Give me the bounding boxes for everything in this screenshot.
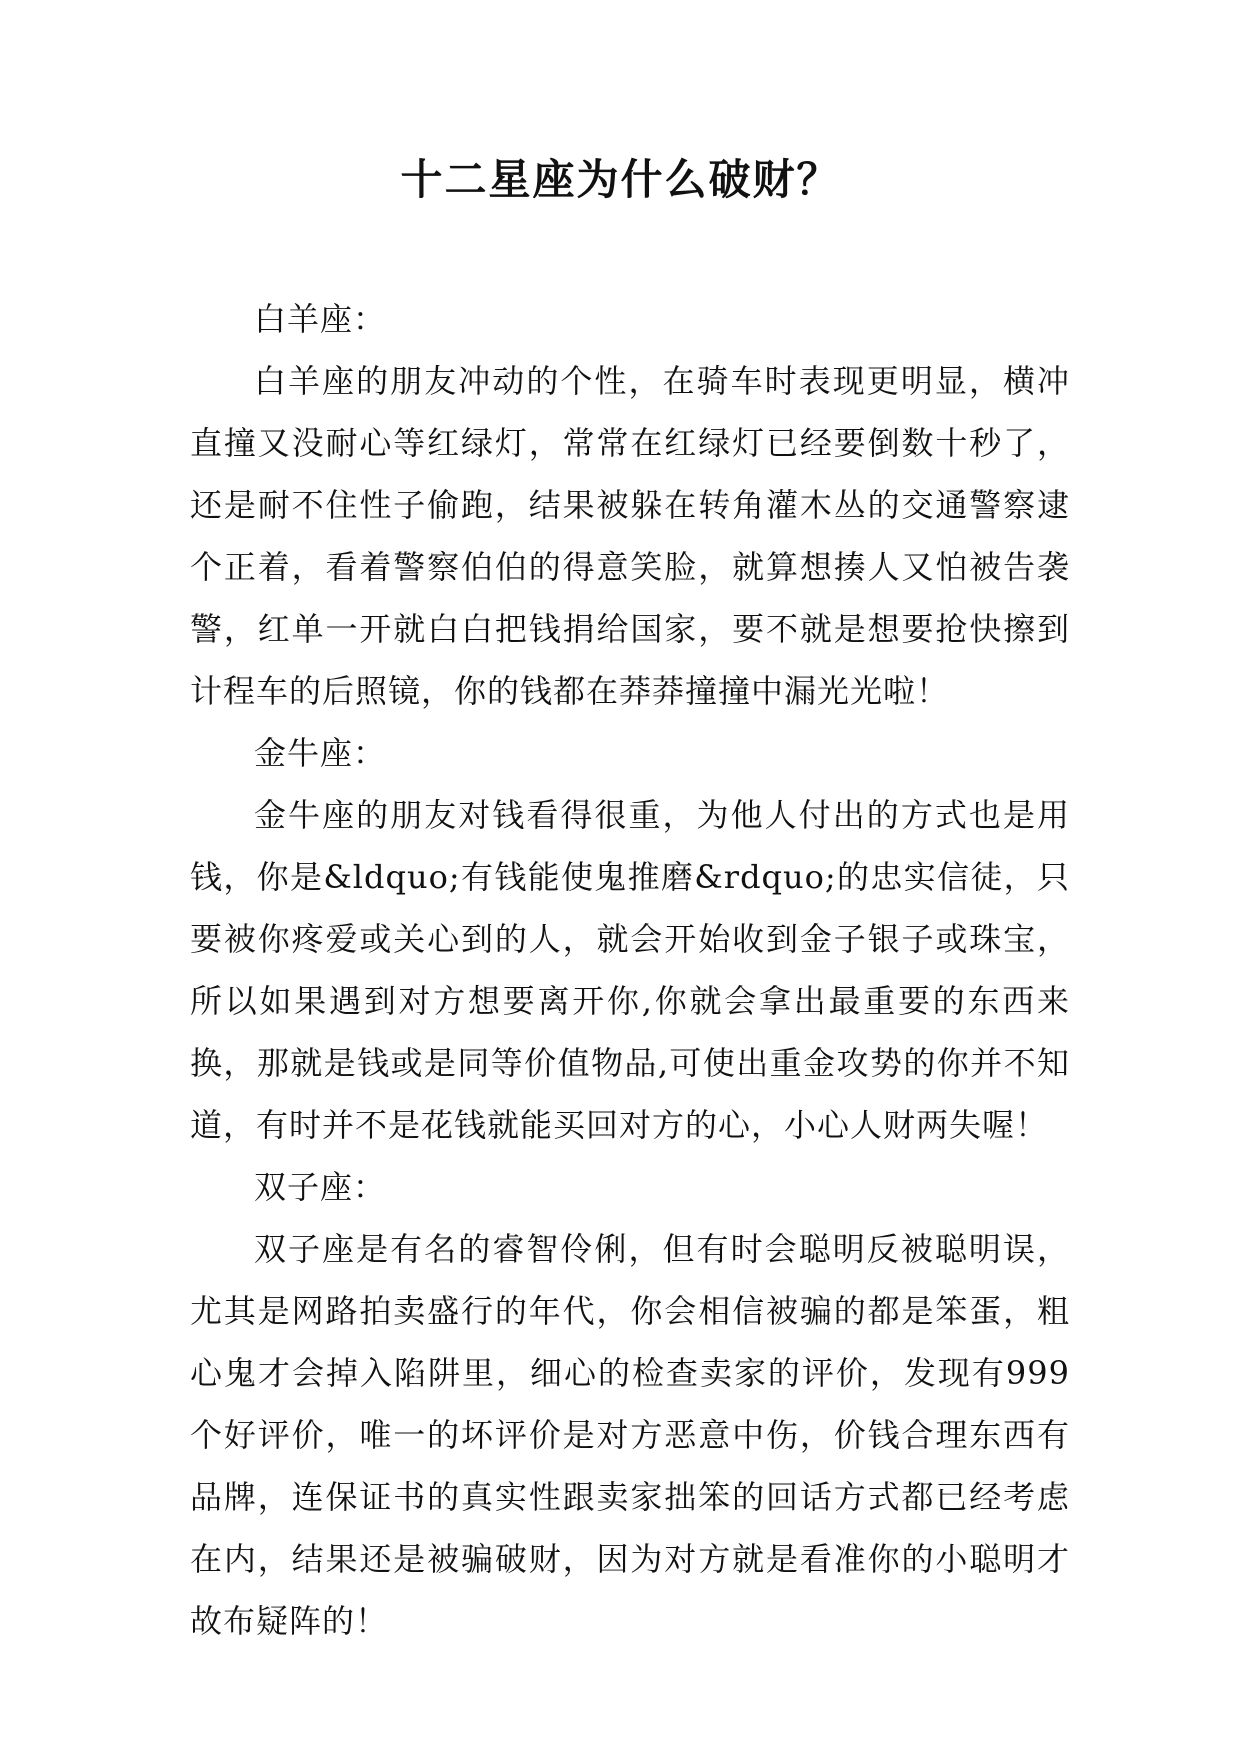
section-paragraph: 金牛座的朋友对钱看得很重，为他人付出的方式也是用钱，你是&ldquo;有钱能使鬼推磨&rdquo;的忠实信徒，只要被你疼爱或关心到的人，就会开始收到金子银子或珠宝，所以如果遇到对方想要离开你,你就会拿出最重要的东西来换，那就是钱或是同等价值物品,可使出重金攻势的你并不知道，有时并不是花钱就能买回对方的心，小心人财两失喔！ <box>190 796 1070 1144</box>
section-gemini <box>190 1156 1070 1652</box>
section-paragraph: 双子座是有名的睿智伶俐，但有时会聪明反被聪明误，尤其是网路拍卖盛行的年代，你会相信被骗的都是笨蛋，粗心鬼才会掉入陷阱里，细心的检查卖家的评价，发现有999个好评价，唯一的坏评价是对方恶意中伤，价钱合理东西有品牌，连保证书的真实性跟卖家拙笨的回话方式都已经考虑在内，结果还是被骗破财，因为对方就是看准你的小聪明才故布疑阵的！ <box>190 1230 1070 1640</box>
section-heading: 金牛座： <box>254 734 387 772</box>
section-heading: 白羊座： <box>254 300 387 338</box>
document-title: 十二星座为什么破财？ <box>400 155 841 204</box>
section-heading: 双子座： <box>254 1168 387 1206</box>
section-paragraph: 白羊座的朋友冲动的个性，在骑车时表现更明显，横冲直撞又没耐心等红绿灯，常常在红绿灯已经要倒数十秒了，还是耐不住性子偷跑，结果被躲在转角灌木丛的交通警察逮个正着，看着警察伯伯的得意笑脸，就算想揍人又怕被告袭警，红单一开就白白把钱捐给国家，要不就是想要抢快擦到计程车的后照镜，你的钱都在莽莽撞撞中漏光光啦！ <box>190 362 1070 710</box>
section-aries <box>190 288 1070 722</box>
section-taurus <box>190 722 1070 1156</box>
document-body <box>190 288 1070 1652</box>
